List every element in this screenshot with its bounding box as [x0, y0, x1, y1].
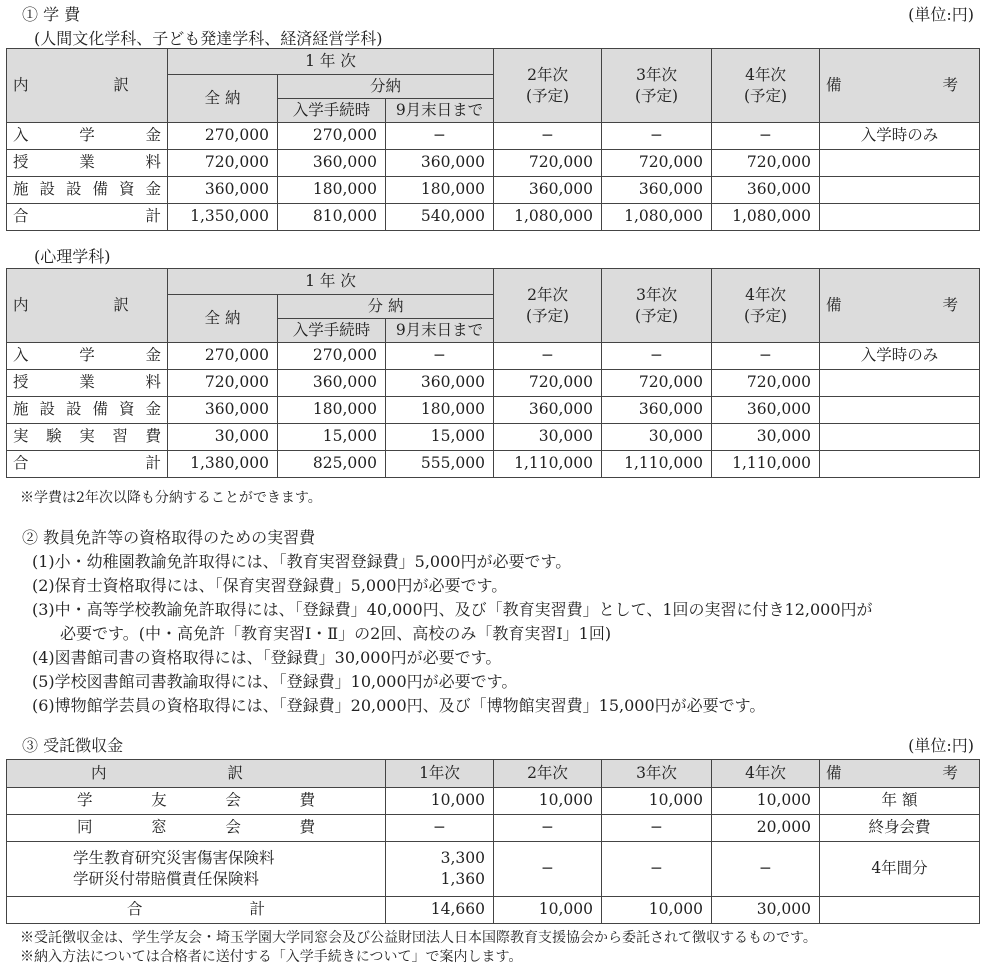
cell: 10,000 [602, 897, 712, 924]
fees-table [6, 759, 1006, 924]
row-label: 入 学 金 [7, 123, 168, 150]
cell: − [602, 123, 712, 150]
header-year4: 4年次 [712, 760, 820, 788]
table-row [7, 370, 980, 397]
cell-note [820, 204, 980, 231]
row-label: 施設設備資金 [7, 397, 168, 424]
cell-note [820, 150, 980, 177]
cell: 555,000 [386, 451, 494, 478]
cell: 30,000 [494, 424, 602, 451]
header-biko: 備 考 [820, 269, 980, 343]
header-year1: 1年次 [386, 760, 494, 788]
cell: − [712, 343, 820, 370]
row-label: 入 学 金 [7, 343, 168, 370]
cell: 1,080,000 [602, 204, 712, 231]
cell: − [386, 123, 494, 150]
cell: − [494, 123, 602, 150]
cell: 30,000 [602, 424, 712, 451]
tuition-table-b [6, 268, 1006, 478]
cell: 30,000 [712, 897, 820, 924]
cell: 30,000 [168, 424, 278, 451]
cell: − [602, 343, 712, 370]
section2-item-5: (5)学校図書館司書教諭取得には、「登録費」10,000円が必要です。 [32, 672, 518, 691]
cell: 720,000 [712, 150, 820, 177]
cell: − [386, 815, 494, 842]
row-label: 同 窓 会 費 [7, 815, 386, 842]
cell-note [820, 177, 980, 204]
cell: 270,000 [168, 343, 278, 370]
header-naiyaku: 内 訳 [7, 760, 386, 788]
section1-note: ※学費は2年次以降も分納することができます。 [20, 490, 322, 506]
row-label: 実験実習費 [7, 424, 168, 451]
header-tetsuzuki: 入学手続時 [278, 99, 386, 123]
row-label: 合 計 [7, 204, 168, 231]
cell: 10,000 [712, 788, 820, 815]
cell: 720,000 [602, 370, 712, 397]
section2-item-6: (6)博物館学芸員の資格取得には、「登録費」20,000円、及び「博物館実習費」15,000円が必要です。 [32, 696, 766, 715]
cell: − [386, 343, 494, 370]
cell: 360,000 [712, 397, 820, 424]
cell: 10,000 [494, 788, 602, 815]
cell: 810,000 [278, 204, 386, 231]
cell-note [820, 424, 980, 451]
cell: 30,000 [712, 424, 820, 451]
header-year1: 1 年 次 [168, 49, 494, 75]
cell: − [712, 123, 820, 150]
cell: − [494, 815, 602, 842]
cell: 1,110,000 [602, 451, 712, 478]
cell: 720,000 [494, 370, 602, 397]
cell: − [494, 842, 602, 897]
cell: − [712, 842, 820, 897]
cell-note [820, 370, 980, 397]
cell: 720,000 [602, 150, 712, 177]
cell: 720,000 [712, 370, 820, 397]
cell: 10,000 [494, 897, 602, 924]
cell: 180,000 [386, 177, 494, 204]
header-biko: 備 考 [820, 760, 980, 788]
cell: 360,000 [278, 150, 386, 177]
cell: 180,000 [386, 397, 494, 424]
header-year2: 2年次 (予定) [494, 49, 602, 123]
cell: 270,000 [168, 123, 278, 150]
table-row-insurance [7, 842, 980, 897]
cell: 1,080,000 [712, 204, 820, 231]
table-row-total [7, 204, 980, 231]
cell: 20,000 [712, 815, 820, 842]
header-tetsuzuki: 入学手続時 [278, 319, 386, 343]
cell: 360,000 [494, 177, 602, 204]
section3-unit: (単位:円) [908, 736, 974, 755]
header-naiyaku: 内 訳 [7, 49, 168, 123]
cell: 360,000 [386, 370, 494, 397]
row-label: 授 業 料 [7, 370, 168, 397]
cell: 720,000 [168, 150, 278, 177]
row-label: 学 友 会 費 [7, 788, 386, 815]
cell-note [820, 897, 980, 924]
header-year3: 3年次 [602, 760, 712, 788]
cell: 3,300 1,360 [386, 842, 494, 897]
cell: 360,000 [494, 397, 602, 424]
cell: 1,080,000 [494, 204, 602, 231]
table-row-total [7, 451, 980, 478]
row-label: 施設設備資金 [7, 177, 168, 204]
cell: 720,000 [168, 370, 278, 397]
cell: 1,110,000 [712, 451, 820, 478]
cell: 360,000 [712, 177, 820, 204]
cell: − [494, 343, 602, 370]
row-label: 授 業 料 [7, 150, 168, 177]
section3-note-2: ※納入方法については合格者に送付する「入学手続きについて」で案内します。 [20, 949, 523, 965]
section2-item-1: (1)小・幼稚園教諭免許取得には、「教育実習登録費」5,000円が必要です。 [32, 552, 572, 571]
section1-subtitle-b: (心理学科) [34, 247, 111, 266]
header-year4: 4年次 (予定) [712, 49, 820, 123]
table-row [7, 123, 980, 150]
section1-title: ① 学 費 [22, 5, 81, 24]
cell: 15,000 [386, 424, 494, 451]
section1-unit: (単位:円) [908, 5, 974, 24]
cell: 270,000 [278, 123, 386, 150]
cell: 360,000 [602, 177, 712, 204]
cell: 720,000 [494, 150, 602, 177]
cell: 1,380,000 [168, 451, 278, 478]
cell: 270,000 [278, 343, 386, 370]
section1-subtitle-a: (人間文化学科、子ども発達学科、経済経営学科) [34, 29, 383, 48]
header-year3: 3年次 (予定) [602, 49, 712, 123]
table-row [7, 343, 980, 370]
cell: 15,000 [278, 424, 386, 451]
header-year2: 2年次 [494, 760, 602, 788]
cell: − [602, 842, 712, 897]
cell: 360,000 [168, 397, 278, 424]
cell-note: 終身会費 [820, 815, 980, 842]
section3-title: ③ 受託徴収金 [22, 736, 124, 755]
header-sept: 9月末日まで [386, 319, 494, 343]
section2-item-3-cont: 必要です。(中・高免許「教育実習Ⅰ・Ⅱ」の2回、高校のみ「教育実習Ⅰ」1回) [60, 624, 612, 643]
section2-item-2: (2)保育士資格取得には、「保育実習登録費」5,000円が必要です。 [32, 576, 508, 595]
row-label: 学生教育研究災害傷害保険料 学研災付帯賠償責任保険料 [7, 842, 386, 897]
cell: 540,000 [386, 204, 494, 231]
table-row [7, 150, 980, 177]
header-year1: 1 年 次 [168, 269, 494, 295]
header-bunno: 分納 [278, 75, 494, 99]
cell: 360,000 [168, 177, 278, 204]
cell: 10,000 [386, 788, 494, 815]
section2-item-4: (4)図書館司書の資格取得には、「登録費」30,000円が必要です。 [32, 648, 502, 667]
header-bunno: 分 納 [278, 295, 494, 319]
section2-title: ② 教員免許等の資格取得のための実習費 [22, 528, 316, 547]
cell-note [820, 451, 980, 478]
cell-note: 入学時のみ [820, 123, 980, 150]
row-label: 合 計 [7, 897, 386, 924]
header-zenno: 全 納 [168, 75, 278, 123]
header-zenno: 全 納 [168, 295, 278, 343]
header-naiyaku: 内 訳 [7, 269, 168, 343]
tuition-table-a [6, 48, 1006, 231]
table-row [7, 815, 980, 842]
cell: 1,110,000 [494, 451, 602, 478]
header-sept: 9月末日まで [386, 99, 494, 123]
cell: − [602, 815, 712, 842]
section3-note-1: ※受託徴収金は、学生学友会・埼玉学園大学同窓会及び公益財団法人日本国際教育支援協会から委託されて徴収するものです。 [20, 930, 817, 946]
header-biko: 備 考 [820, 49, 980, 123]
cell-note: 4年間分 [820, 842, 980, 897]
header-year2: 2年次 (予定) [494, 269, 602, 343]
cell: 180,000 [278, 177, 386, 204]
section2-item-3: (3)中・高等学校教諭免許取得には、「登録費」40,000円、及び「教育実習費」として、1回の実習に付き12,000円が [32, 600, 873, 619]
row-label: 合 計 [7, 451, 168, 478]
cell: 14,660 [386, 897, 494, 924]
table-row-total [7, 897, 980, 924]
table-row [7, 788, 980, 815]
table-row [7, 177, 980, 204]
table-row [7, 424, 980, 451]
cell: 360,000 [278, 370, 386, 397]
cell-note: 入学時のみ [820, 343, 980, 370]
cell-note [820, 397, 980, 424]
cell: 180,000 [278, 397, 386, 424]
cell: 10,000 [602, 788, 712, 815]
cell: 825,000 [278, 451, 386, 478]
cell-note: 年 額 [820, 788, 980, 815]
cell: 1,350,000 [168, 204, 278, 231]
cell: 360,000 [386, 150, 494, 177]
cell: 360,000 [602, 397, 712, 424]
table-row [7, 397, 980, 424]
header-year4: 4年次 (予定) [712, 269, 820, 343]
header-year3: 3年次 (予定) [602, 269, 712, 343]
